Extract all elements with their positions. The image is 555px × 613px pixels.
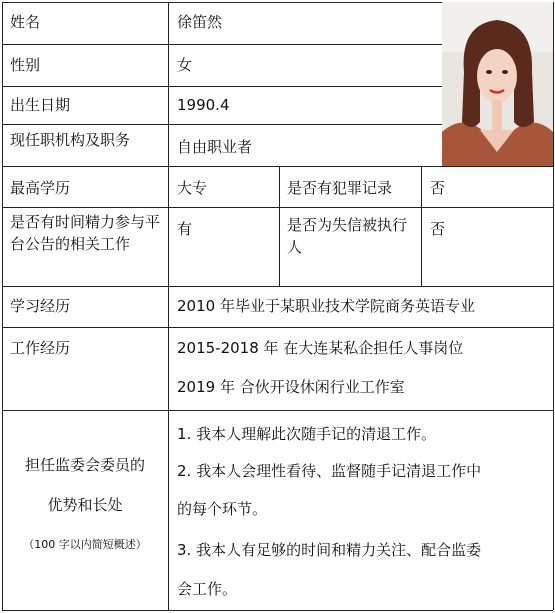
study-value: 2010 年毕业于某职业技术学院商务英语专业 xyxy=(177,297,475,315)
work-line-1: 2015-2018 年 在大连某私企担任人事岗位 xyxy=(177,339,464,357)
strength-label-line-1: 担任监委会委员的 xyxy=(24,456,145,474)
column-divider xyxy=(279,166,280,286)
criminal-label: 是否有犯罪记录 xyxy=(287,179,393,197)
strength-line-1: 1. 我本人理解此次随手记的清退工作。 xyxy=(177,425,437,443)
birth-value: 1990.4 xyxy=(177,96,230,114)
table-border-bottom xyxy=(2,610,553,611)
column-divider xyxy=(421,166,422,286)
strength-label xyxy=(2,455,168,553)
strength-line-5: 会工作。 xyxy=(177,580,238,598)
table-border-right xyxy=(553,2,554,610)
time-value: 有 xyxy=(177,220,193,238)
name-label: 姓名 xyxy=(10,13,41,31)
row-divider xyxy=(2,44,442,45)
position-value: 自由职业者 xyxy=(177,138,253,156)
dishonest-label: 是否为失信被执行人 xyxy=(287,216,408,256)
row-divider xyxy=(2,410,553,411)
row-divider xyxy=(2,124,442,125)
column-divider xyxy=(168,2,169,610)
row-divider xyxy=(2,166,553,167)
study-label: 学习经历 xyxy=(10,297,71,315)
strength-line-4: 3. 我本人有足够的时间和精力关注、配合监委 xyxy=(177,541,482,559)
name-value: 徐笛然 xyxy=(177,13,223,31)
strength-line-2: 2. 我本人会理性看待、监督随手记清退工作中 xyxy=(177,462,482,480)
dishonest-value: 否 xyxy=(430,220,446,238)
birth-label: 出生日期 xyxy=(10,96,71,114)
gender-value: 女 xyxy=(177,56,193,74)
position-label: 现任职机构及职务 xyxy=(10,131,131,149)
row-divider xyxy=(2,207,553,208)
education-label: 最高学历 xyxy=(10,179,71,197)
gender-label: 性别 xyxy=(10,56,41,74)
row-divider xyxy=(2,286,553,287)
portrait-photo xyxy=(442,2,553,166)
row-divider xyxy=(2,327,553,328)
strength-line-3: 的每个环节。 xyxy=(177,500,268,518)
strength-note: （100 字以内简短概述） xyxy=(23,538,147,551)
education-value: 大专 xyxy=(177,179,208,197)
time-label: 是否有时间精力参与平台公告的相关工作 xyxy=(10,213,161,253)
row-divider xyxy=(2,86,442,87)
work-label: 工作经历 xyxy=(10,339,71,357)
criminal-value: 否 xyxy=(430,179,446,197)
strength-label-line-2: 优势和长处 xyxy=(47,496,123,514)
work-line-2: 2019 年 合伙开设休闲行业工作室 xyxy=(177,378,405,396)
